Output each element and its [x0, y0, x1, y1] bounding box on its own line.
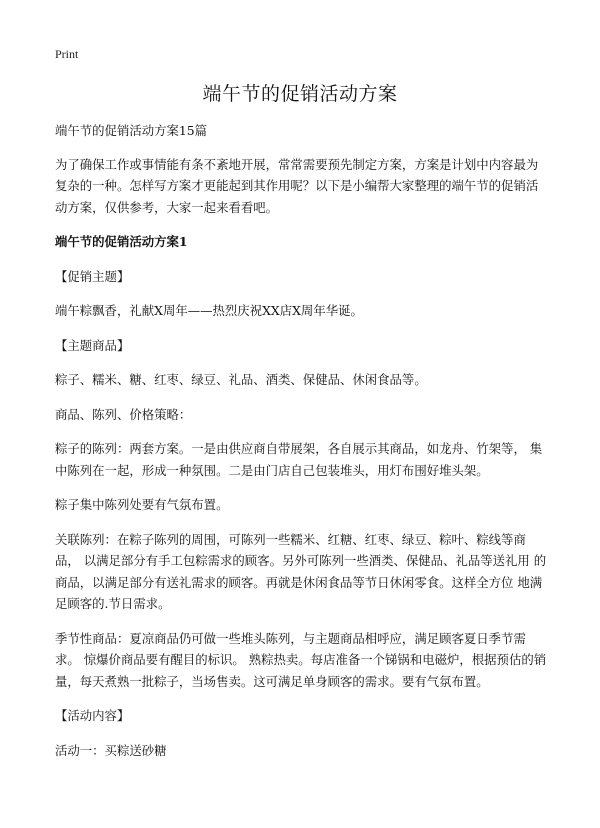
page-title: 端午节的促销活动方案	[202, 83, 398, 105]
zongzi-focus-paragraph: 粽子集中陈列处要有气氛布置。	[55, 497, 229, 512]
promo-theme-paragraph: 端午粽飘香，礼献Ⅹ周年——热烈庆祝XX店X周年华诞。	[55, 303, 363, 318]
print-label: Print	[55, 47, 79, 61]
promo-theme-heading: 【促销主题】	[55, 268, 130, 284]
related-display-paragraph: 关联陈列：在粽子陈列的周围，可陈列一些糯米、红糖、红枣、绿豆、粽叶、粽线等商 品， 以满足部分有手工包粽需求的顾客。另外可陈列一些酒类、保健品、礼品等送礼用 的商品，以满足部分有送礼需求的顾客。再就是休闲食品等节日休闲零食。这样全方位 地满足顾客的.节日需求。	[55, 531, 547, 611]
seasonal-products-paragraph: 季节性商品：夏凉商品仍可做一些堆头陈列，与主题商品相呼应，满足顾客夏日季节需 求。 惊爆价商品要有醒目的标识。 熟粽热卖。每店准备一个锑锅和电磁炉，根据预估的销量，每天煮熟一批粽子，当场售卖。这可满足单身顾客的需求。要有气氛布置。	[55, 630, 547, 689]
document-subtitle: 端午节的促销活动方案15篇	[55, 123, 208, 138]
section-title: 端午节的促销活动方案1	[55, 234, 188, 249]
activity-1-paragraph: 活动一：买粽送砂糖	[55, 742, 167, 758]
zongzi-display-paragraph: 粽子的陈列：两套方案。一是由供应商自带展架，各自展示其商品，如龙舟、竹架等， 集中陈列在一起，形成一种氛围。二是由门店自己包装堆头，用灯布围好堆头架。	[55, 441, 543, 478]
document-body	[55, 120, 550, 774]
products-heading: 【主题商品】	[55, 337, 130, 353]
products-paragraph: 粽子、糯米、糖、红枣、绿豆、礼品、酒类、保健品、休闲食品等。	[55, 372, 427, 387]
strategy-heading: 商品、陈列、价格策略：	[55, 406, 192, 422]
activity-heading: 【活动内容】	[55, 708, 130, 723]
intro-paragraph: 为了确保工作或事情能有条不紊地开展，常常需要预先制定方案，方案是计划中内容最为复杂的一种。怎样写方案才更能起到其作用呢？以下是小编帮大家整理的端午节的促销活动方案，仅供参考，大家一起来看看吧。	[55, 156, 539, 215]
